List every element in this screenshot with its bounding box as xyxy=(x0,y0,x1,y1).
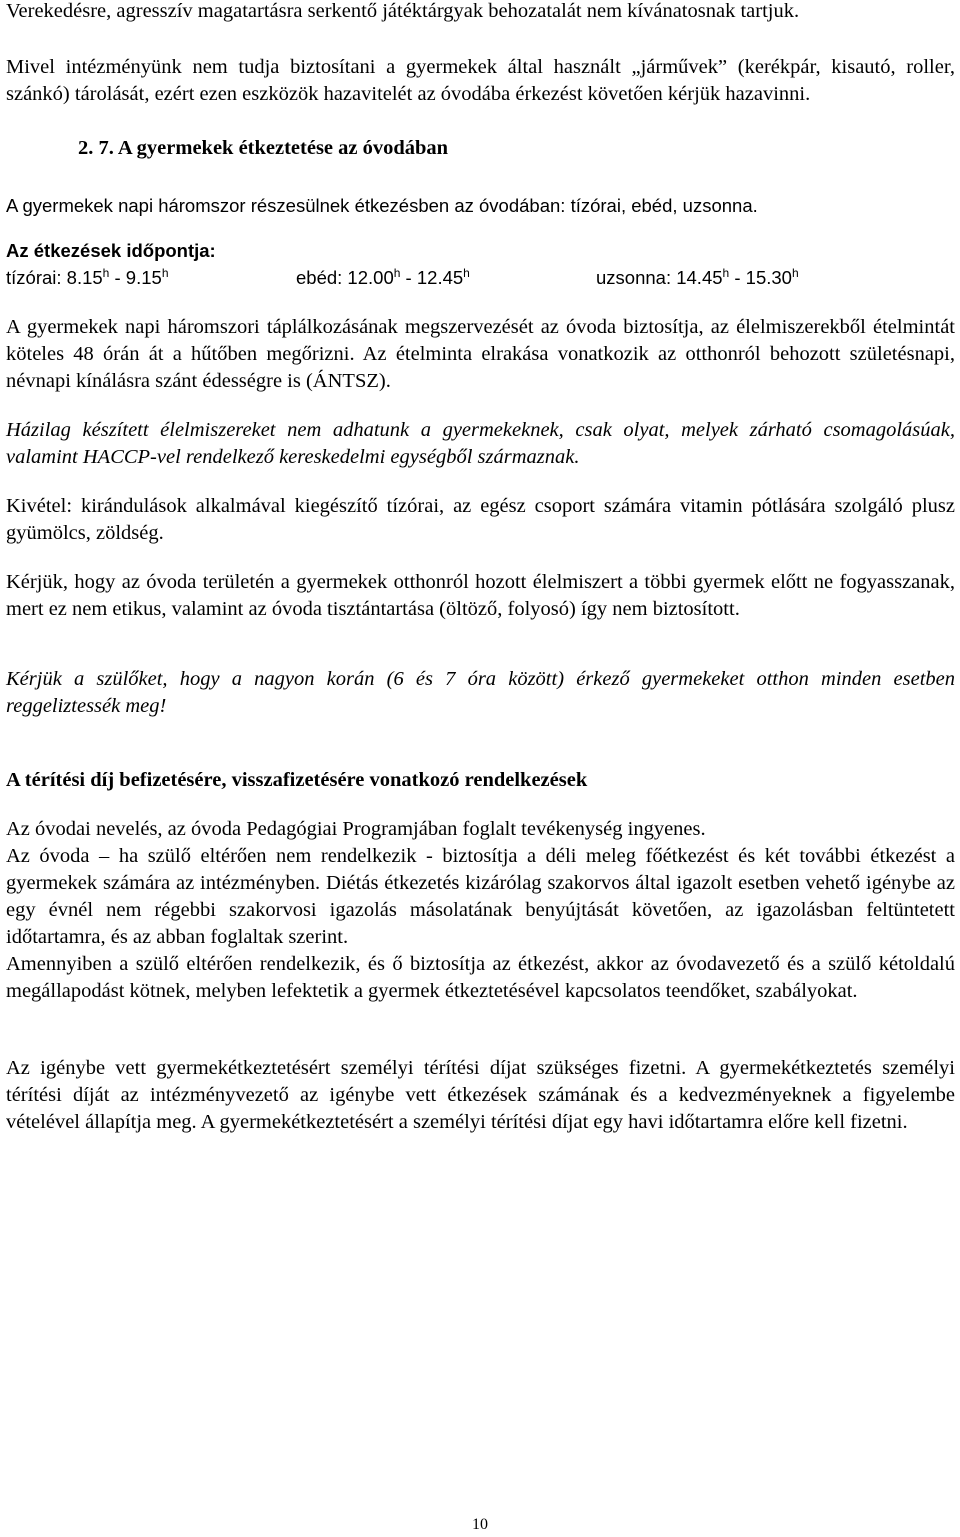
page-number: 10 xyxy=(472,1516,488,1533)
paragraph-vehicles: Mivel intézményünk nem tudja biztosítani a gyermekek által használt „járművek” (kerékpár, kisautó, roller, szánkó) tárolását, ezért ezen eszközök hazavitelét az óvodába érkezést követően kérjük hazavinni. xyxy=(6,56,955,105)
paragraph-meals-provided: Az óvoda – ha szülő eltérően nem rendelkezik - biztosítja a déli meleg főétkezést és két további étkezést a gyermekek számára az intézményben. Diétás étkezetés kizárólag szakorvos által igazolt esetben vehető igénybe az egy évnél nem régebbi szakorvosi igazolás másolatának benyújtását követően, az igazolásban feltüntetett időtartamra, és az abban foglaltak szerint. xyxy=(6,845,955,948)
paragraph-no-eating: Kérjük, hogy az óvoda területén a gyermekek otthonról hozott élelmiszert a többi gyermek előtt ne fogyasszanak, mert ez nem etikus, valamint az óvoda tisztántartása (öltöző, folyosó) így nem biztosított. xyxy=(6,571,955,620)
paragraph-parent-arrangement: Amennyiben a szülő eltérően rendelkezik, és ő biztosítja az étkezést, akkor az óvodavezető és a szülő kétoldalú megállapodást kötnek, melyben lefektetik a gyermek étkeztetésével kapcsolatos teendőket, szabályokat. xyxy=(6,953,955,1002)
meal-times-heading: Az étkezések időpontja: xyxy=(6,240,216,261)
paragraph-homemade-food: Házilag készített élelmiszereket nem adhatunk a gyermekeknek, csak olyat, melyek zárható csomagolásúak, valamint HACCP-vel rendelkező kereskedelmi egységből származnak. xyxy=(6,419,955,468)
paragraph-meals-intro: A gyermekek napi háromszor részesülnek étkezésben az óvodában: tízórai, ebéd, uzsonna. xyxy=(6,195,758,216)
meal-times-row xyxy=(6,264,955,291)
time-uzsonna: uzsonna: 14.45$^h$ - 15.30$^h$ xyxy=(596,265,799,288)
paragraph-fee-payment: Az igénybe vett gyermekétkeztetésért személyi térítési díjat szükséges fizetni. A gyermekétkeztetés személyi térítési díját az intézményvezető az igénybe vett étkezések számának és a kedvezményeknek a figyelembe vételével állapítja meg. A gyermekétkeztetésért a személyi térítési díjat egy havi időtartamra előre kell fizetni. xyxy=(6,1057,955,1133)
section-heading-meals: 2. 7. A gyermekek étkeztetése az óvodában xyxy=(78,137,449,159)
paragraph-food-sample: A gyermekek napi háromszori táplálkozásának megszervezését az óvoda biztosítja, az élelmiszerekből ételmintát köteles 48 órán át a hűtőben megőrizni. Az ételminta elrakása vonatkozik az otthonról behozott születésnapi, névnapi kínálásra szánt édességre is (ÁNTSZ). xyxy=(6,316,955,392)
time-tizorai: tízórai: 8.15$^h$ - 9.15$^h$ xyxy=(6,265,169,288)
paragraph-exception: Kivétel: kirándulások alkalmával kiegészítő tízórai, az egész csoport számára vitamin pótlására szolgáló plusz gyümölcs, zöldség. xyxy=(6,495,955,544)
paragraph-free-education: Az óvodai nevelés, az óvoda Pedagógiai Programjában foglalt tevékenység ingyenes. xyxy=(6,818,706,840)
paragraph-breakfast-request: Kérjük a szülőket, hogy a nagyon korán (6 és 7 óra között) érkező gyermekeket otthon minden esetben reggeliztessék meg! xyxy=(6,668,955,717)
paragraph-toy-policy: Verekedésre, agresszív magatartásra serkentő játéktárgyak behozatalát nem kívánatosnak tartjuk. xyxy=(6,0,800,22)
document-page xyxy=(6,0,955,1136)
section-heading-fees: A térítési díj befizetésére, visszafizetésére vonatkozó rendelkezések xyxy=(6,769,588,791)
time-ebed: ebéd: 12.00$^h$ - 12.45$^h$ xyxy=(296,265,470,288)
